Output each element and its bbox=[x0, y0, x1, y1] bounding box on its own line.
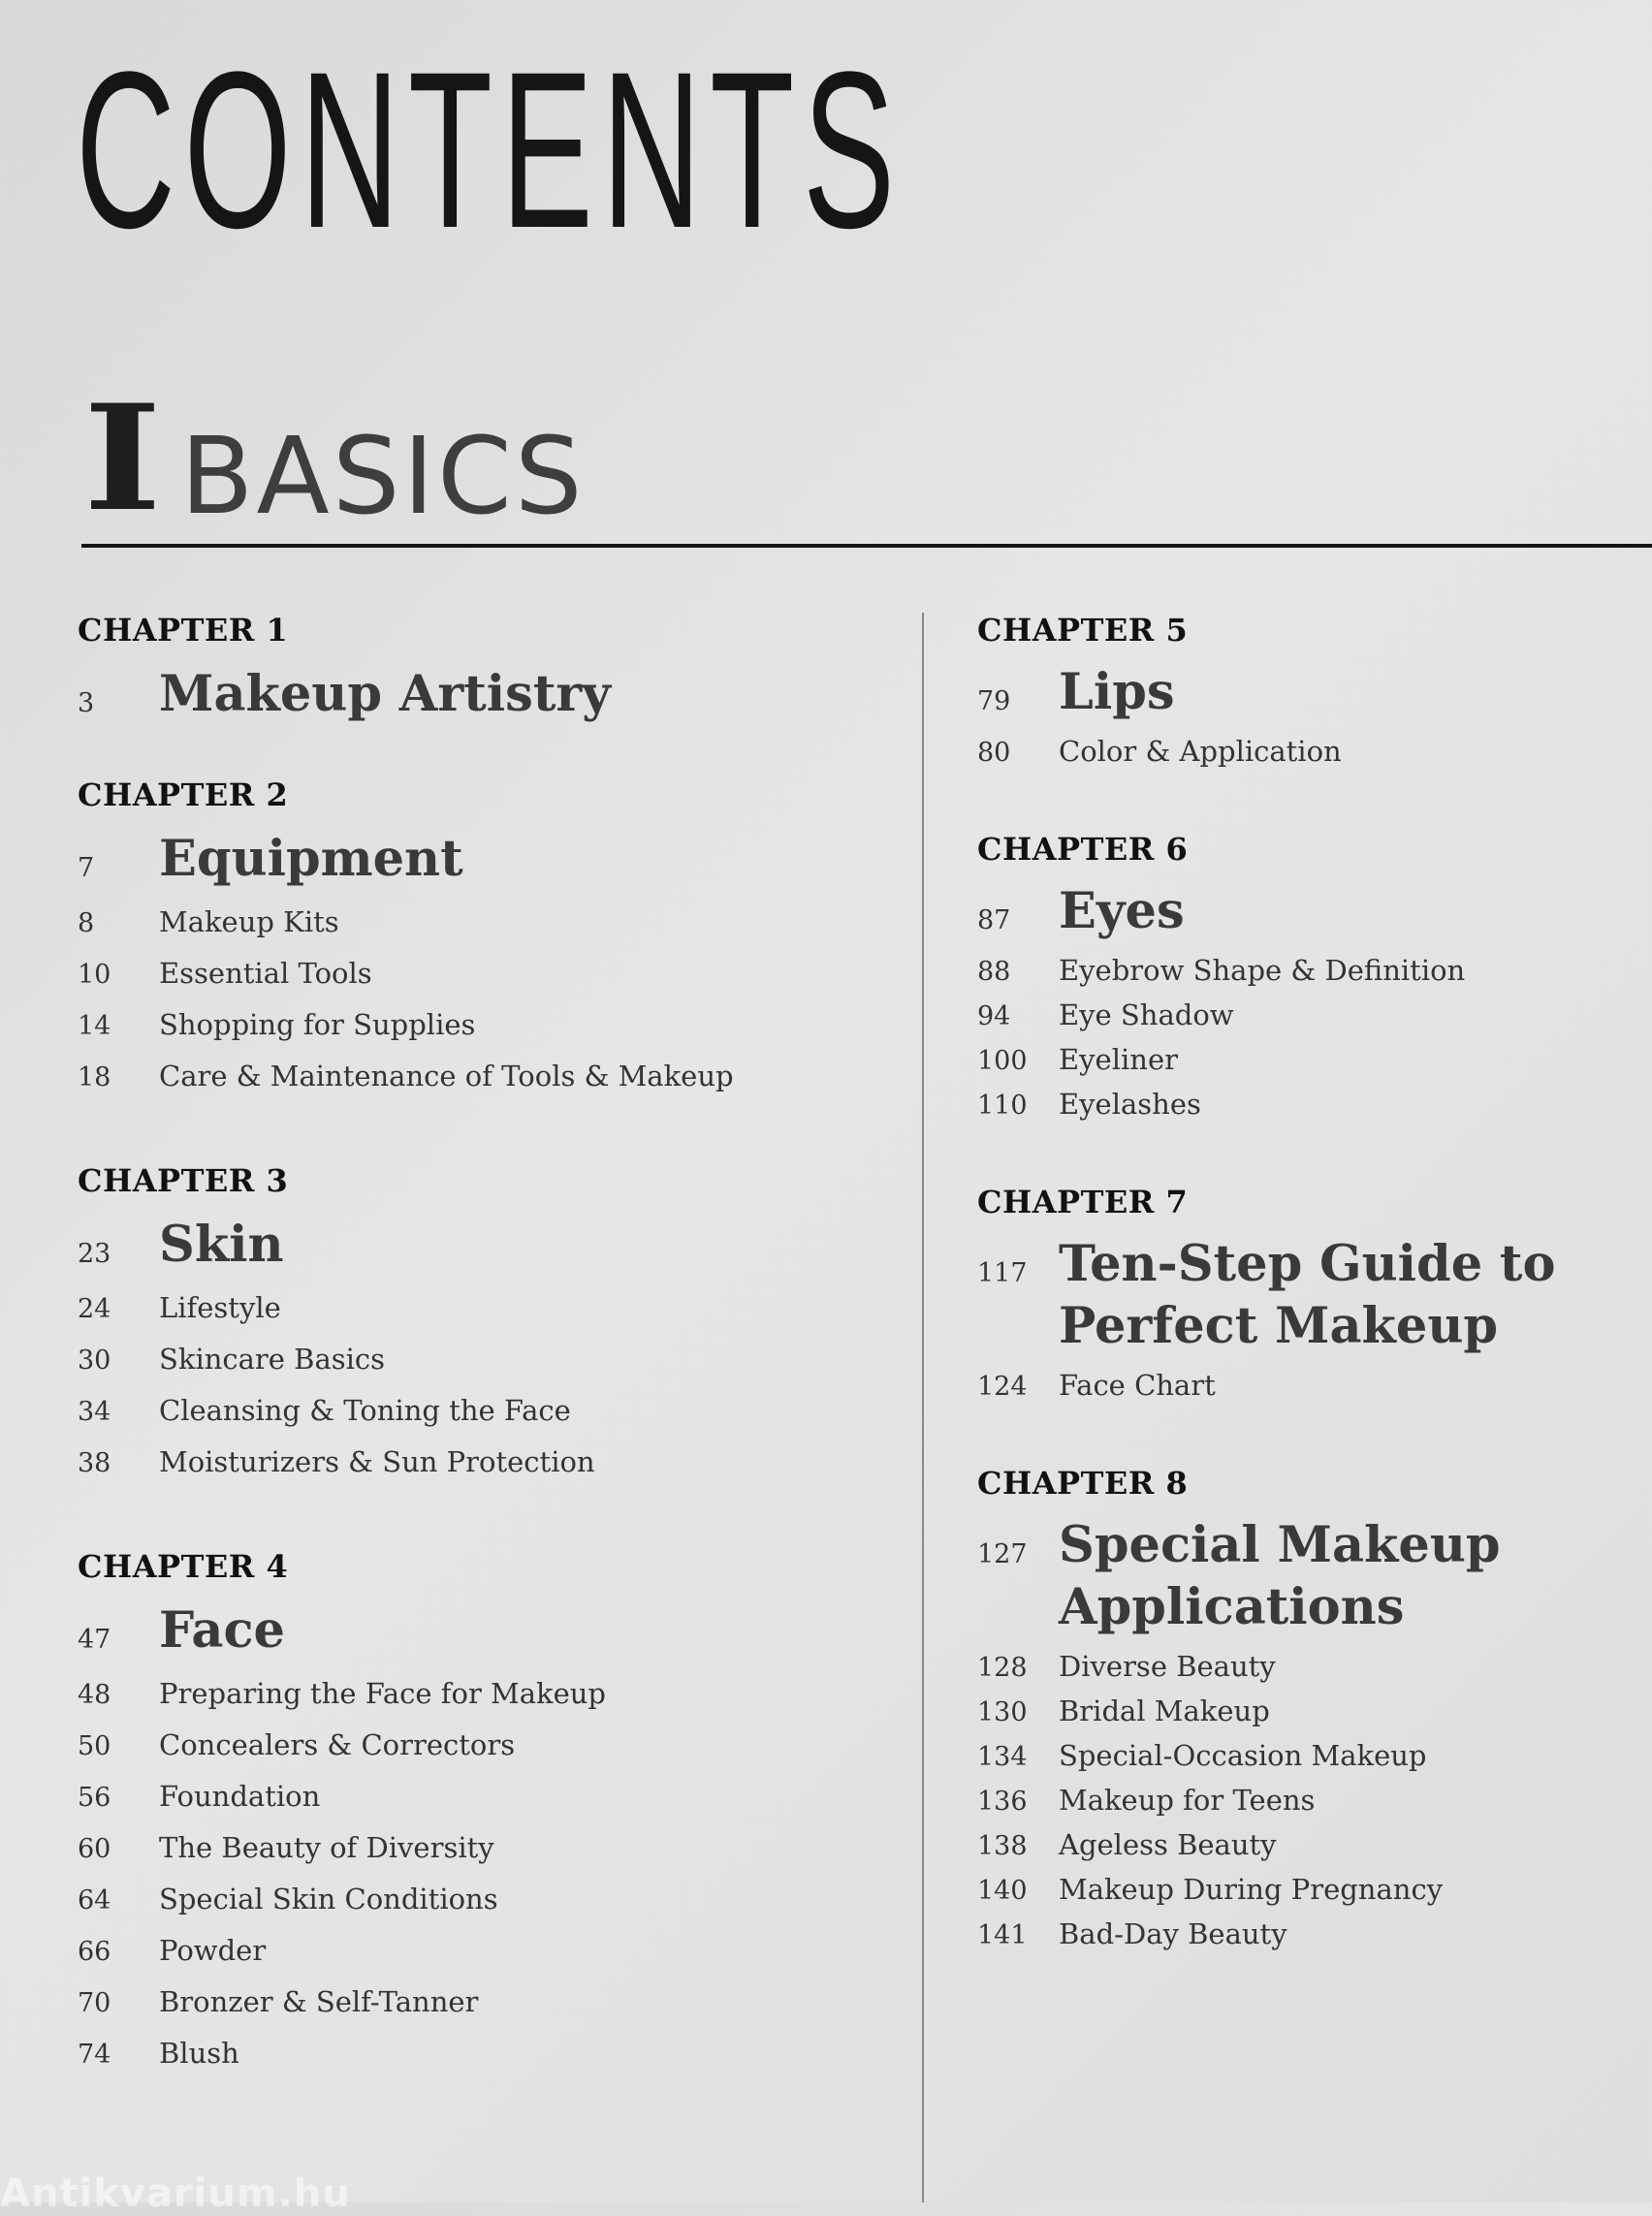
chapter-label: CHAPTER 2 bbox=[78, 776, 289, 813]
toc-entry[interactable] bbox=[78, 957, 911, 1008]
entry-title: Foundation bbox=[159, 1780, 321, 1813]
entry-title: Care & Maintenance of Tools & Makeup bbox=[159, 1060, 734, 1092]
toc-entry[interactable] bbox=[78, 1728, 911, 1780]
chapter-page-number: 7 bbox=[78, 853, 95, 883]
chapter-title: Equipment bbox=[159, 830, 463, 888]
chapter-label: CHAPTER 7 bbox=[977, 1184, 1189, 1220]
toc-entry[interactable] bbox=[977, 1650, 1636, 1694]
chapter-label: CHAPTER 3 bbox=[78, 1162, 289, 1199]
toc-entry[interactable] bbox=[78, 1985, 911, 2037]
right-column bbox=[977, 609, 1636, 2010]
toc-entry[interactable] bbox=[977, 1694, 1636, 1739]
entry-title: Eyebrow Shape & Definition bbox=[1059, 954, 1466, 987]
chapter-label: CHAPTER 4 bbox=[78, 1548, 289, 1585]
entry-page-number: 130 bbox=[977, 1697, 1028, 1727]
chapter-title-line: Applications bbox=[1059, 1578, 1405, 1636]
chapter-page-number: 47 bbox=[78, 1625, 111, 1655]
entry-page-number: 24 bbox=[78, 1294, 111, 1324]
toc-entry[interactable] bbox=[977, 1043, 1636, 1088]
entry-page-number: 110 bbox=[977, 1091, 1028, 1121]
chapter-heading[interactable] bbox=[78, 663, 911, 725]
toc-entry[interactable] bbox=[977, 1828, 1636, 1873]
entry-title: Face Chart bbox=[1059, 1369, 1216, 1402]
entry-page-number: 124 bbox=[977, 1372, 1028, 1402]
chapter-title: Makeup Artistry bbox=[159, 665, 611, 723]
entry-title: Powder bbox=[159, 1934, 267, 1967]
chapter-page-number: 127 bbox=[977, 1539, 1028, 1569]
toc-entry[interactable] bbox=[78, 2037, 911, 2088]
entry-page-number: 34 bbox=[78, 1397, 111, 1427]
part-title: BASICS bbox=[180, 414, 586, 538]
entry-page-number: 66 bbox=[78, 1937, 111, 1967]
entry-page-number: 128 bbox=[977, 1653, 1028, 1683]
toc-entry[interactable] bbox=[977, 1739, 1636, 1784]
chapter-title bbox=[1059, 1514, 1501, 1638]
entry-page-number: 88 bbox=[977, 957, 1011, 987]
entry-title: Special Skin Conditions bbox=[159, 1883, 498, 1915]
chapter-page-number: 87 bbox=[977, 905, 1011, 935]
chapter-heading[interactable] bbox=[78, 1599, 911, 1662]
chapter-heading[interactable] bbox=[78, 828, 911, 890]
entry-title: Color & Application bbox=[1059, 735, 1342, 768]
entry-title: Makeup for Teens bbox=[1059, 1784, 1316, 1817]
entry-title: Diverse Beauty bbox=[1059, 1650, 1276, 1683]
chapter-page-number: 3 bbox=[78, 688, 95, 718]
entry-title: Eyeliner bbox=[1059, 1043, 1178, 1076]
entry-page-number: 64 bbox=[78, 1885, 111, 1915]
chapter-label: CHAPTER 8 bbox=[977, 1465, 1189, 1502]
entry-title: Makeup Kits bbox=[159, 905, 339, 938]
toc-entry[interactable] bbox=[78, 1291, 911, 1343]
part-numeral: I bbox=[83, 373, 162, 544]
entry-title: Cleansing & Toning the Face bbox=[159, 1394, 571, 1427]
entry-page-number: 70 bbox=[78, 1988, 111, 2018]
entry-page-number: 14 bbox=[78, 1011, 111, 1041]
entry-page-number: 141 bbox=[977, 1920, 1028, 1950]
chapter-heading[interactable] bbox=[977, 880, 1636, 942]
chapter-title-line: Perfect Makeup bbox=[1059, 1297, 1499, 1355]
chapter-label: CHAPTER 1 bbox=[78, 612, 289, 649]
toc-entry[interactable] bbox=[78, 1394, 911, 1445]
toc-entry[interactable] bbox=[977, 1917, 1636, 1962]
toc-entry[interactable] bbox=[78, 1445, 911, 1497]
toc-entry[interactable] bbox=[78, 1780, 911, 1831]
left-column bbox=[78, 609, 911, 2137]
entry-title: The Beauty of Diversity bbox=[159, 1831, 494, 1864]
entry-title: Eye Shadow bbox=[1059, 998, 1234, 1031]
chapter-heading[interactable] bbox=[78, 1214, 911, 1276]
entry-title: Bronzer & Self-Tanner bbox=[159, 1985, 479, 2018]
toc-entry[interactable] bbox=[78, 1060, 911, 1111]
chapter-title-line: Ten-Step Guide to bbox=[1059, 1235, 1556, 1293]
entry-page-number: 74 bbox=[78, 2040, 111, 2070]
entry-title: Blush bbox=[159, 2037, 239, 2070]
toc-entry[interactable] bbox=[78, 1934, 911, 1985]
entry-title: Special-Occasion Makeup bbox=[1059, 1739, 1427, 1772]
chapter-title: Skin bbox=[159, 1216, 284, 1274]
entry-page-number: 134 bbox=[977, 1742, 1028, 1772]
entry-page-number: 136 bbox=[977, 1787, 1028, 1817]
entry-page-number: 56 bbox=[78, 1783, 111, 1813]
chapter-label: CHAPTER 6 bbox=[977, 831, 1189, 868]
entry-page-number: 10 bbox=[78, 960, 111, 990]
chapter-section bbox=[78, 774, 911, 1111]
toc-entry[interactable] bbox=[78, 1008, 911, 1060]
entry-title: Makeup During Pregnancy bbox=[1059, 1873, 1444, 1906]
header-rule bbox=[81, 544, 1652, 548]
entry-page-number: 140 bbox=[977, 1876, 1028, 1906]
entry-title: Preparing the Face for Makeup bbox=[159, 1677, 606, 1710]
toc-entry[interactable] bbox=[977, 1369, 1636, 1413]
chapter-title-line: Special Makeup bbox=[1059, 1516, 1501, 1574]
entry-title: Essential Tools bbox=[159, 957, 372, 990]
entry-title: Shopping for Supplies bbox=[159, 1008, 476, 1041]
entry-title: Ageless Beauty bbox=[1059, 1828, 1277, 1861]
entry-page-number: 8 bbox=[78, 908, 95, 938]
entry-title: Skincare Basics bbox=[159, 1343, 386, 1376]
chapter-title: Eyes bbox=[1059, 882, 1185, 940]
chapter-section bbox=[977, 828, 1636, 1132]
chapter-label: CHAPTER 5 bbox=[977, 612, 1189, 649]
entry-title: Bridal Makeup bbox=[1059, 1694, 1270, 1727]
entry-title: Moisturizers & Sun Protection bbox=[159, 1445, 595, 1478]
column-divider bbox=[922, 613, 924, 2202]
toc-entry[interactable] bbox=[977, 1088, 1636, 1132]
entry-page-number: 100 bbox=[977, 1046, 1028, 1076]
toc-entry[interactable] bbox=[977, 735, 1636, 779]
toc-entry[interactable] bbox=[78, 1677, 911, 1728]
entry-page-number: 18 bbox=[78, 1062, 111, 1092]
entry-page-number: 138 bbox=[977, 1831, 1028, 1861]
chapter-heading[interactable] bbox=[977, 1514, 1636, 1638]
entry-page-number: 38 bbox=[78, 1448, 111, 1478]
entry-title: Eyelashes bbox=[1059, 1088, 1201, 1121]
chapter-page-number: 79 bbox=[977, 686, 1011, 716]
entry-page-number: 30 bbox=[78, 1345, 111, 1376]
toc-entry[interactable] bbox=[78, 1343, 911, 1394]
watermark: Antikvarium.hu bbox=[0, 2171, 351, 2216]
entry-title: Concealers & Correctors bbox=[159, 1728, 516, 1761]
toc-entry[interactable] bbox=[977, 998, 1636, 1043]
entry-page-number: 94 bbox=[977, 1001, 1011, 1031]
chapter-title bbox=[1059, 1233, 1556, 1357]
entry-page-number: 48 bbox=[78, 1680, 111, 1710]
chapter-section bbox=[977, 1462, 1636, 1962]
chapter-section bbox=[78, 609, 911, 725]
entry-title: Lifestyle bbox=[159, 1291, 281, 1324]
toc-entry[interactable] bbox=[78, 1831, 911, 1883]
chapter-page-number: 23 bbox=[78, 1239, 111, 1269]
toc-entry[interactable] bbox=[977, 1784, 1636, 1828]
toc-entry[interactable] bbox=[977, 954, 1636, 998]
entry-page-number: 80 bbox=[977, 738, 1011, 768]
toc-entry[interactable] bbox=[78, 1883, 911, 1934]
chapter-title: Lips bbox=[1059, 663, 1175, 721]
chapter-section bbox=[977, 1181, 1636, 1413]
chapter-heading[interactable] bbox=[977, 1233, 1636, 1357]
toc-entry[interactable] bbox=[977, 1873, 1636, 1917]
entry-title: Bad-Day Beauty bbox=[1059, 1917, 1287, 1950]
chapter-title: Face bbox=[159, 1601, 285, 1660]
entry-page-number: 50 bbox=[78, 1731, 111, 1761]
chapter-section bbox=[78, 1545, 911, 2088]
chapter-section bbox=[78, 1159, 911, 1497]
entry-page-number: 60 bbox=[78, 1834, 111, 1864]
toc-entry[interactable] bbox=[78, 905, 911, 957]
chapter-heading[interactable] bbox=[977, 661, 1636, 723]
page-title: CONTENTS bbox=[76, 25, 904, 274]
chapter-section bbox=[977, 609, 1636, 779]
chapter-page-number: 117 bbox=[977, 1258, 1028, 1288]
